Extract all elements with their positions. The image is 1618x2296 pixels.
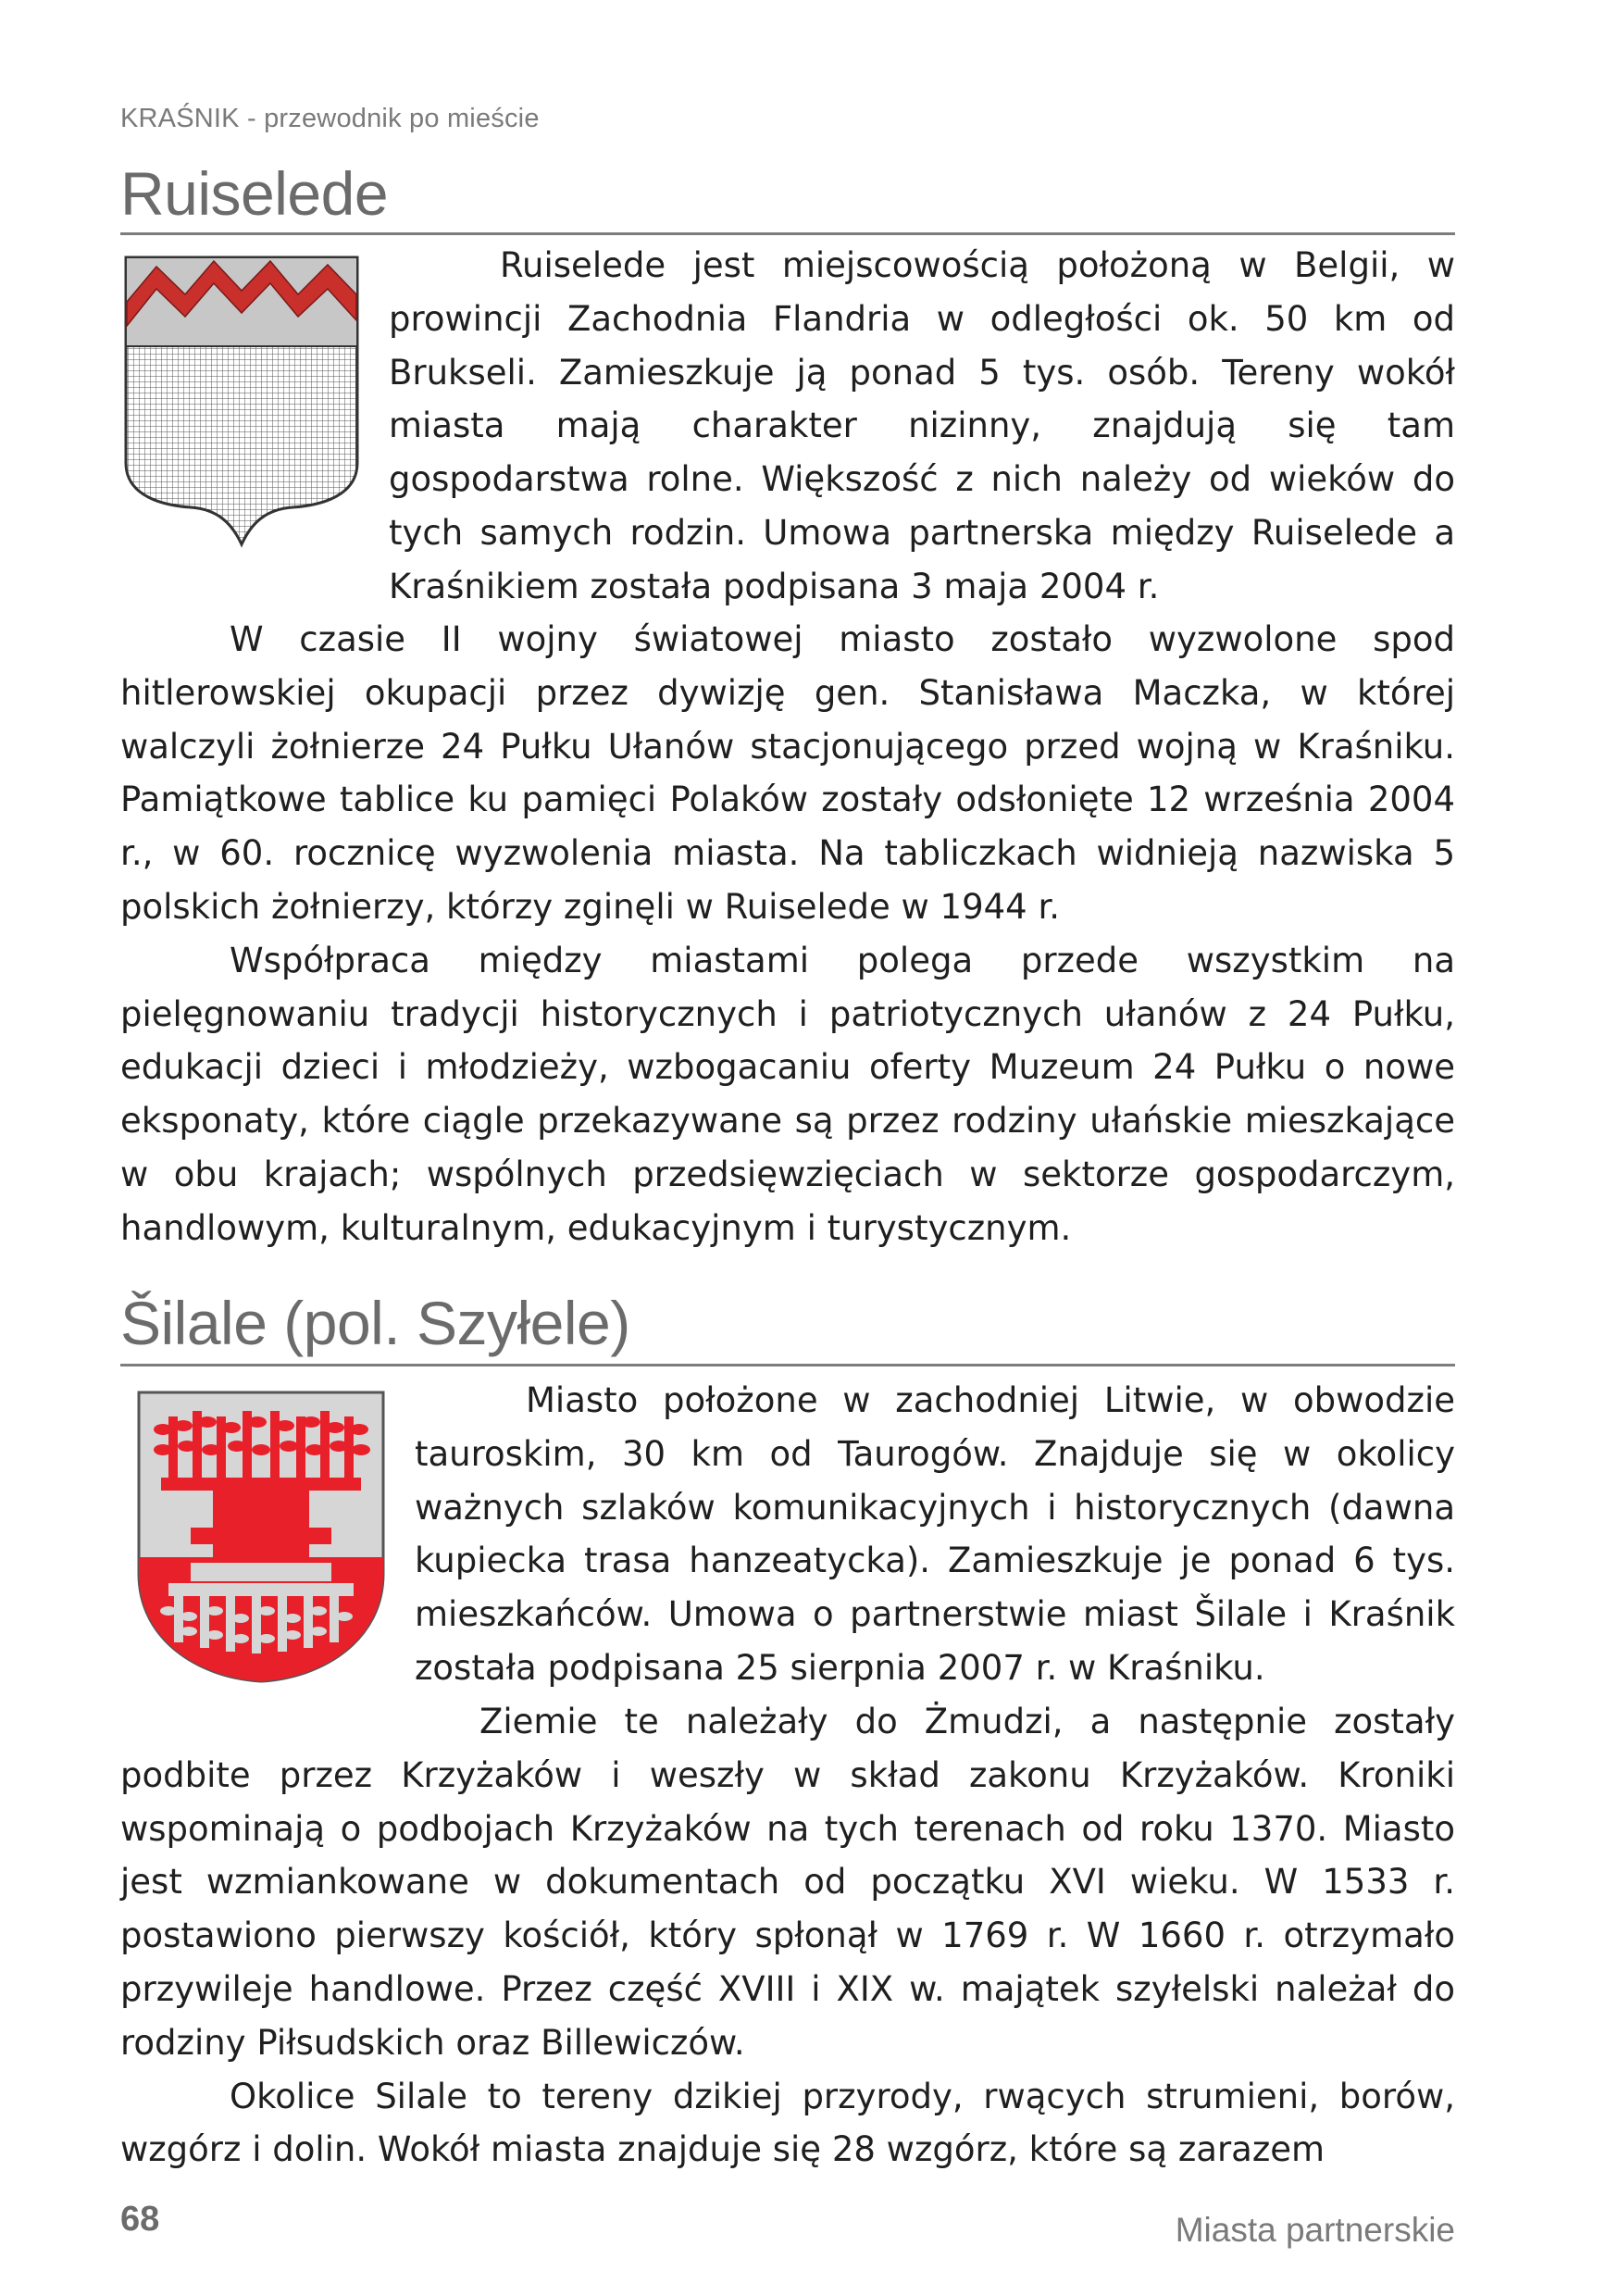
ruiselede-coat-of-arms-icon bbox=[122, 254, 361, 552]
section-title-ruiselede: Ruiselede bbox=[120, 159, 389, 228]
body-paragraph: Ziemie te należały do Żmudzi, a następnie zostały podbite przez Krzyżaków i weszły w skład zakonu Krzyżaków. Kroniki wspominają o podbojach Krzyżaków na tych terenach od roku 1370. Miasto jest wzmiankowane w dokumentach od początku XVI wieku. W 1533 r. postawiono pierwszy kościół, który spłonął w 1769 r. W 1660 r. otrzymało przywileje handlowe. Przez część XVIII i XIX w. majątek szyłelski należał do rodziny Piłsudskich oraz Billewiczów. bbox=[120, 1702, 1455, 2063]
intro-paragraph: Ruiselede jest miejscowością położoną w Belgii, w prowincji Zachodnia Flandria w odległości ok. 50 km od Brukseli. Zamieszkuje ją ponad 5 tys. osób. Tereny wokół miasta mają charakter nizinny, znajdują się tam gospodarstwa rolne. Większość z nich należy od wieków do tych samych rodzin. Umowa partnerska między Ruiselede a Kraśnikiem została podpisana 3 maja 2004 r. bbox=[389, 245, 1455, 606]
page-number: 68 bbox=[120, 2200, 160, 2239]
silale-intro bbox=[415, 1374, 1455, 1695]
section-title-silale: Šilale (pol. Szyłele) bbox=[120, 1289, 630, 1357]
body-paragraph: W czasie II wojny światowej miasto zostało wyzwolone spod hitlerowskiej okupacji przez dywizję gen. Stanisława Maczka, w której walczyli żołnierze 24 Pułku Ułanów stacjonującego przed wojną w Kraśniku. Pamiątkowe tablice ku pamięci Polaków zostały odsłonięte 12 września 2004 r., w 60. rocznicę wyzwolenia miasta. Na tabliczkach widnieją nazwiska 5 polskich żołnierzy, którzy zginęli w Ruiselede w 1944 r. bbox=[120, 619, 1455, 927]
silale-body bbox=[120, 1695, 1455, 2177]
section-divider bbox=[120, 1364, 1455, 1366]
footer-section-name: Miasta partnerskie bbox=[1175, 2211, 1455, 2249]
body-paragraph: Okolice Silale to tereny dzikiej przyrody, rwących strumieni, borów, wzgórz i dolin. Wokół miasta znajduje się 28 wzgórz, które są zarazem bbox=[120, 2076, 1455, 2170]
ruiselede-intro bbox=[389, 239, 1455, 614]
section-divider bbox=[120, 232, 1455, 235]
body-paragraph: Współpraca między miastami polega przede wszystkim na pielęgnowaniu tradycji historycznych i patriotycznych ułanów z 24 Pułku, edukacji dzieci i młodzieży, wzbogacaniu oferty Muzeum 24 Pułku o nowe eksponaty, które ciągle przekazywane są przez rodziny ułańskie mieszkające w obu krajach; wspólnych przedsięwzięciach w sektorze gospodarczym, handlowym, kulturalnym, edukacyjnym i turystycznym. bbox=[120, 940, 1455, 1248]
ruiselede-body bbox=[120, 613, 1455, 1255]
running-header: KRAŚNIK - przewodnik po mieście bbox=[120, 104, 540, 133]
silale-coat-of-arms-icon bbox=[135, 1389, 387, 1689]
intro-paragraph: Miasto położone w zachodniej Litwie, w obwodzie tauroskim, 30 km od Taurogów. Znajduje się w okolicy ważnych szlaków komunikacyjnych i historycznych (dawna kupiecka trasa hanzeatycka). Zamieszkuje je ponad 6 tys. mieszkańców. Umowa o partnerstwie miast Šilale i Kraśnik została podpisana 25 sierpnia 2007 r. w Kraśniku. bbox=[415, 1380, 1455, 1688]
